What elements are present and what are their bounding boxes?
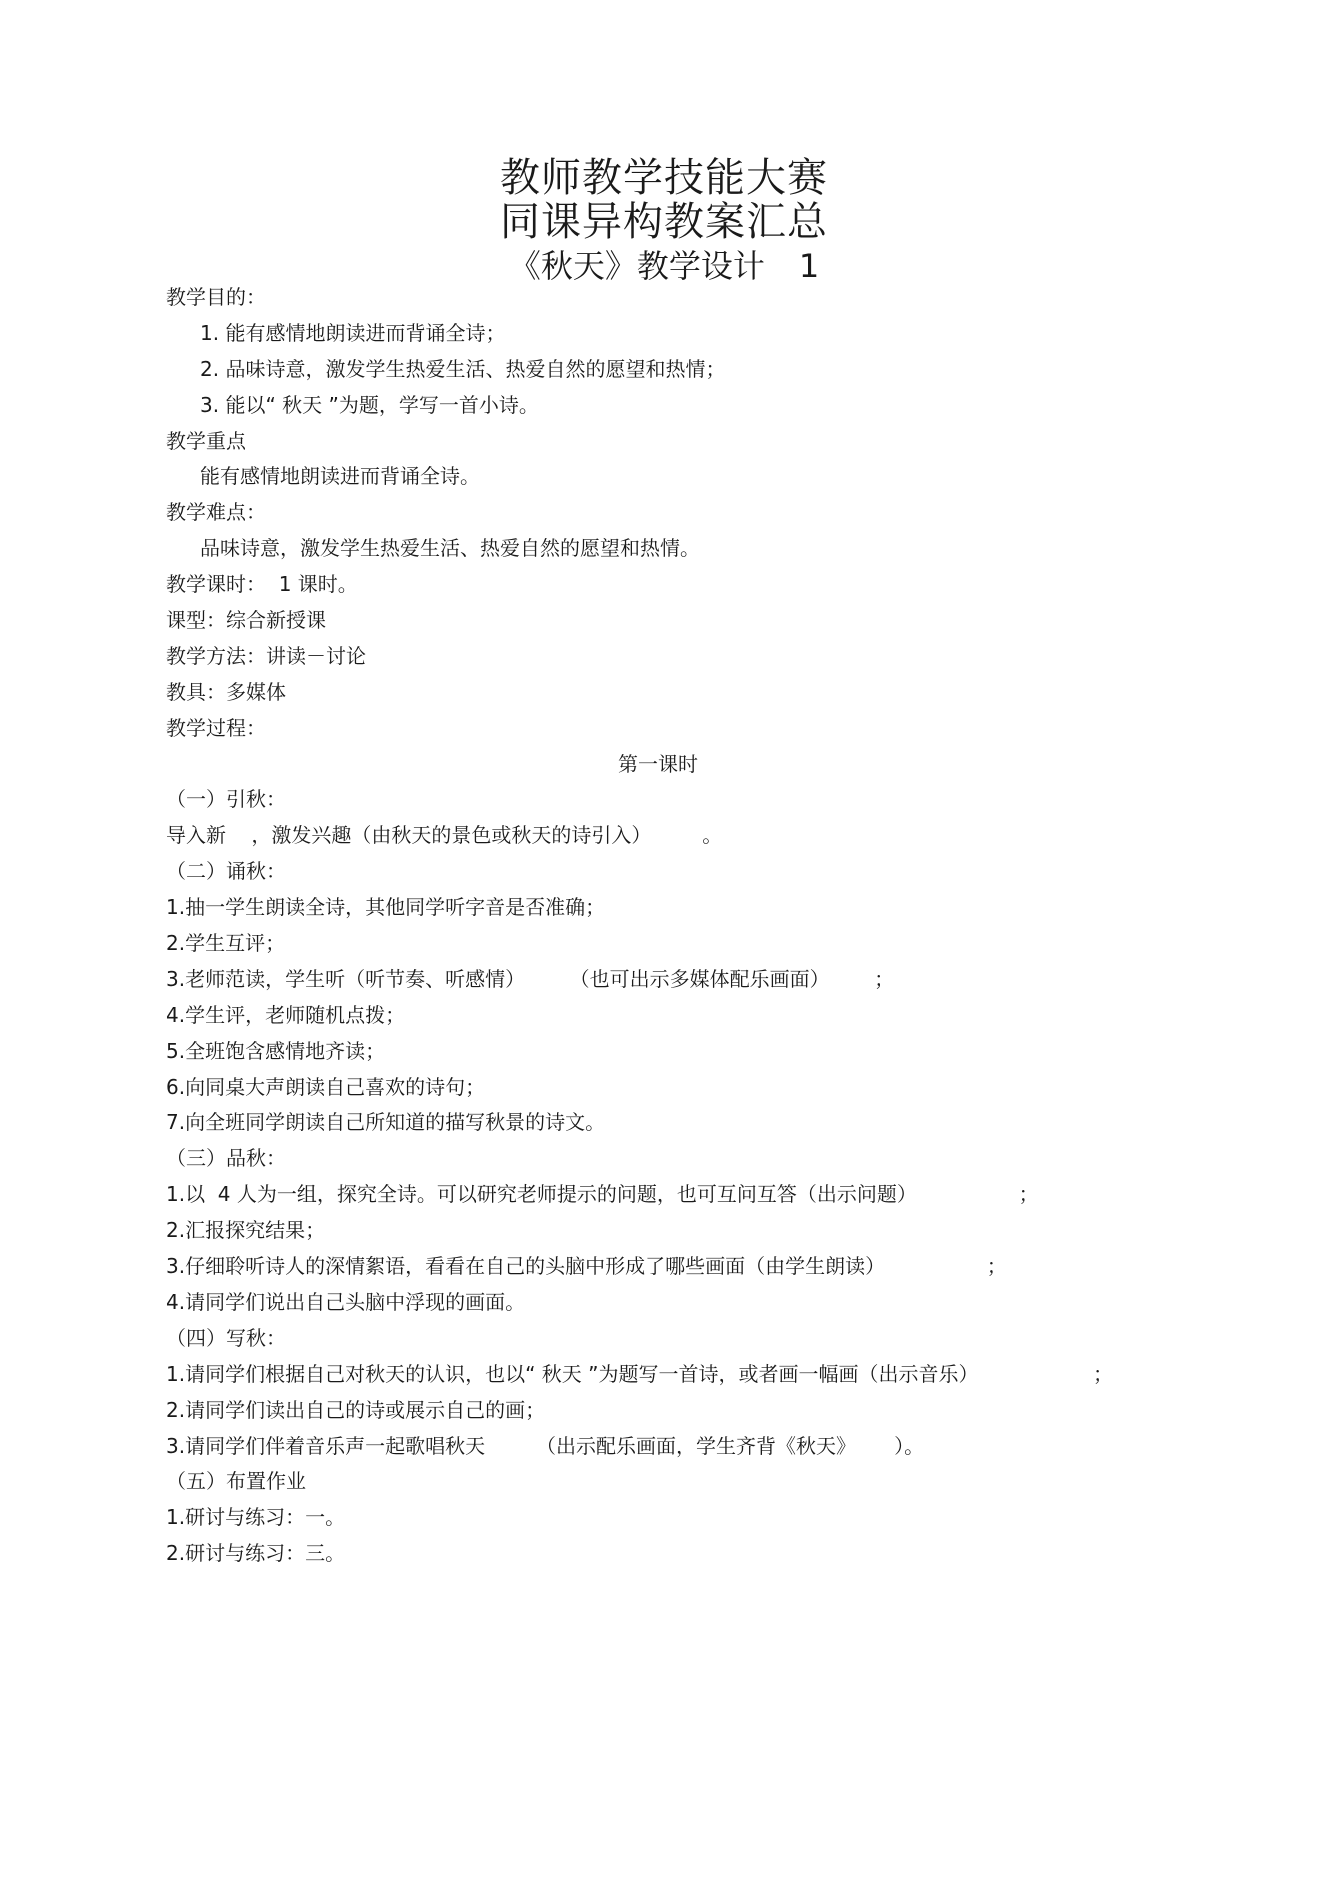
teaching-aids: 教具：多媒体 <box>166 679 286 704</box>
step-item: 4.请同学们说出自己头脑中浮现的画面。 <box>166 1289 526 1314</box>
step-item: 3.老师范读，学生听（听节奏、听感情） （也可出示多媒体配乐画面） ； <box>166 966 895 991</box>
step-item: 7.向全班同学朗读自己所知道的描写秋景的诗文。 <box>166 1110 606 1135</box>
subtitle-text: 《秋天》教学设计 <box>508 247 765 285</box>
teaching-method: 教学方法：讲读－讨论 <box>166 643 366 668</box>
section-heading-objectives: 教学目的： <box>166 285 266 309</box>
objective-item: 1. 能有感情地朗读进而背诵全诗； <box>200 320 506 345</box>
key-point-text: 能有感情地朗读进而背诵全诗。 <box>200 464 480 489</box>
main-title: 教师教学技能大赛 <box>500 155 828 201</box>
homework-item: 1.研讨与练习：一。 <box>166 1505 346 1530</box>
step-item: 1.请同学们根据自己对秋天的认识，也以“ 秋天 ”为题写一首诗，或者画一幅画（出示音乐） ； <box>166 1361 1113 1386</box>
step-heading: （一）引秋： <box>166 787 286 812</box>
title-block <box>0 156 1328 286</box>
lesson-type: 课型：综合新授课 <box>166 608 326 633</box>
lesson-plan-body <box>166 280 1166 1572</box>
homework-item: 2.研讨与练习：三。 <box>166 1541 346 1566</box>
second-title: 同课异构教案汇总 <box>500 199 828 245</box>
step-item: 导入新 ，激发兴趣（由秋天的景色或秋天的诗引入） 。 <box>166 823 723 848</box>
objective-item: 2. 品味诗意，激发学生热爱生活、热爱自然的愿望和热情； <box>200 356 726 381</box>
step-heading: （五）布置作业 <box>166 1469 306 1494</box>
step-heading: （三）品秋： <box>166 1146 286 1171</box>
objective-item: 3. 能以“ 秋天 ”为题，学写一首小诗。 <box>200 392 539 417</box>
step-item: 3.请同学们伴着音乐声一起歌唱秋天 （出示配乐画面，学生齐背《秋天》 ）。 <box>166 1433 925 1458</box>
step-item: 2.汇报探究结果； <box>166 1218 326 1243</box>
step-item: 6.向同桌大声朗读自己喜欢的诗句； <box>166 1074 486 1099</box>
step-item: 1.以 4 人为一组，探究全诗。可以研究老师提示的问题，也可互问互答（出示问题） ； <box>166 1182 1039 1207</box>
section-heading-process: 教学过程： <box>166 715 266 740</box>
step-item: 4.学生评，老师随机点拨； <box>166 1002 406 1027</box>
step-item: 3.仔细聆听诗人的深情絮语，看看在自己的头脑中形成了哪些画面（由学生朗读） ； <box>166 1254 1007 1279</box>
step-item: 2.请同学们读出自己的诗或展示自己的画； <box>166 1397 546 1422</box>
section-heading-key-point: 教学重点 <box>166 428 246 453</box>
step-heading: （二）诵秋： <box>166 859 286 884</box>
step-item: 1.抽一学生朗读全诗，其他同学听字音是否准确； <box>166 895 606 920</box>
step-heading: （四）写秋： <box>166 1325 286 1350</box>
section-heading-difficulty: 教学难点： <box>166 500 266 525</box>
difficulty-text: 品味诗意，激发学生热爱生活、热爱自然的愿望和热情。 <box>200 536 700 561</box>
period-heading: 第一课时 <box>618 751 698 776</box>
step-item: 5.全班饱含感情地齐读； <box>166 1038 386 1063</box>
subtitle-number: 1 <box>798 247 820 285</box>
class-hours: 教学课时： 1 课时。 <box>166 572 358 597</box>
step-item: 2.学生互评； <box>166 931 286 956</box>
